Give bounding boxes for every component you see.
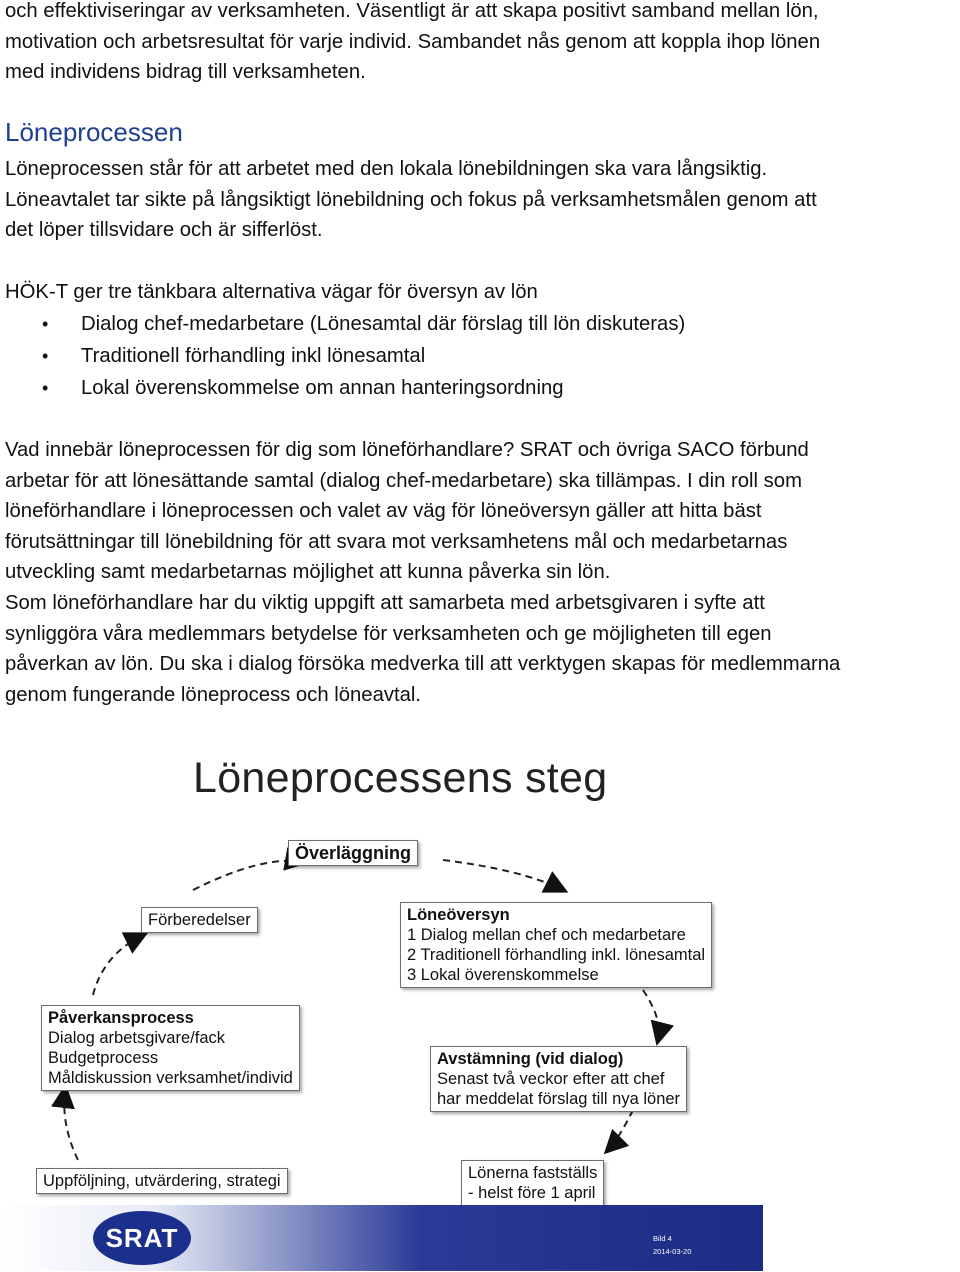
step-paverkansprocess <box>41 1005 300 1091</box>
closing-line: Vad innebär löneprocessen för dig som löneförhandlare? SRAT och övriga SACO förbund <box>5 439 809 461</box>
closing-line: utveckling samt medarbetarnas möjlighet att kunna påverka sin lön. <box>5 561 611 584</box>
bullet-icon: • <box>42 313 49 334</box>
step-title: Avstämning (vid dialog) <box>437 1050 624 1068</box>
intro-line: motivation och arbetsresultat för varje individ. Sambandet nås genom att koppla ihop lönen <box>5 30 821 53</box>
bullet-item <box>5 340 960 372</box>
section-line: det löper tillsvidare och är sifferlöst. <box>5 219 323 242</box>
section-line: Löneprocessen står för att arbetet med den lokala lönebildningen ska vara långsiktig. <box>5 158 768 180</box>
process-slide <box>3 740 763 1270</box>
cycle-arc-right-lower <box>608 1110 633 1150</box>
step-item: 2 Traditionell förhandling inkl. lönesamtal <box>407 946 706 964</box>
closing-line: förutsättningar till lönebildning för att svara mot verksamhetens mål och medarbetarnas <box>5 530 788 553</box>
cycle-arc-left-lower <box>64 1090 78 1160</box>
cycle-arc-left <box>93 935 143 995</box>
closing-line: arbetar för att lönesättande samtal (dialog chef-medarbetare) ska tillämpas. I din roll som <box>5 469 802 492</box>
bullet-icon: • <box>42 377 49 398</box>
footer-date: 2014-03-20 <box>653 1247 692 1256</box>
intro-line: med individens bidrag till verksamheten. <box>5 61 366 84</box>
closing-line: genom fungerande löneprocess och löneavtal. <box>5 683 422 706</box>
step-title: Påverkansprocess <box>48 1009 194 1027</box>
step-loneoversyn <box>400 902 712 988</box>
step-lonerna-faststalls <box>461 1160 604 1206</box>
hok-intro: HÖK-T ger tre tänkbara alternativa vägar för översyn av lön <box>5 281 538 303</box>
cycle-arc-top <box>193 861 303 890</box>
step-item: Dialog arbetsgivare/fack <box>48 1029 226 1047</box>
logo-text: SRAT <box>105 1222 179 1253</box>
footer-meta <box>653 1232 691 1258</box>
step-item: har meddelat förslag till nya löner <box>437 1090 681 1108</box>
closing-line: Som löneförhandlare har du viktig uppgift att samarbeta med arbetsgivaren i syfte att <box>5 591 765 614</box>
bullet-text: Lokal överenskommelse om annan hanteringsordning <box>81 376 564 399</box>
step-item: 1 Dialog mellan chef och medarbetare <box>407 926 686 944</box>
slide-title: Löneprocessens steg <box>193 754 608 802</box>
hok-section <box>5 277 960 404</box>
step-title: Löneöversyn <box>407 906 510 924</box>
bullet-icon: • <box>42 345 49 366</box>
cycle-arc-top-right <box>443 860 563 890</box>
intro-line: och effektiviseringar av verksamheten. Väsentligt är att skapa positivt samband mellan lön, <box>5 0 819 22</box>
intro-paragraph <box>5 0 960 88</box>
footer-page: Bild 4 <box>653 1234 672 1243</box>
section-paragraph <box>5 154 960 246</box>
step-item: Budgetprocess <box>48 1049 159 1067</box>
step-item: Senast två veckor efter att chef <box>437 1070 665 1088</box>
srat-logo <box>93 1211 191 1265</box>
step-overlaggning <box>288 840 418 866</box>
bullet-text: Traditionell förhandling inkl lönesamtal <box>81 344 426 367</box>
step-forberedelser <box>141 907 258 933</box>
closing-line: synliggöra våra medlemmars betydelse för verksamheten och ge möjligheten till egen <box>5 622 772 645</box>
step-item: Måldiskussion verksamhet/individ <box>48 1069 293 1087</box>
bullet-item <box>5 308 960 340</box>
step-label: Överläggning <box>295 843 412 863</box>
step-uppfoljning <box>36 1168 288 1194</box>
step-item: 3 Lokal överenskommelse <box>407 966 599 984</box>
step-line: Lönerna fastställs <box>468 1164 598 1182</box>
cycle-arc-right <box>643 990 659 1040</box>
closing-line: löneförhandlare i löneprocessen och valet av väg för löneöversyn gäller att hitta bäst <box>5 500 762 523</box>
step-label: Förberedelser <box>148 911 251 929</box>
step-line: - helst före 1 april <box>468 1184 596 1202</box>
bullet-list <box>5 308 960 404</box>
section-heading: Löneprocessen <box>5 117 183 147</box>
slide-footer <box>3 1205 763 1271</box>
bullet-text: Dialog chef-medarbetare (Lönesamtal där förslag till lön diskuteras) <box>81 312 686 335</box>
closing-paragraph <box>5 435 960 710</box>
step-label: Uppföljning, utvärdering, strategi <box>43 1172 281 1190</box>
step-avstamning <box>430 1046 687 1112</box>
bullet-item <box>5 372 960 404</box>
section-line: Löneavtalet tar sikte på långsiktigt lönebildning och fokus på verksamhetsmålen genom att <box>5 188 817 211</box>
closing-line: påverkan av lön. Du ska i dialog försöka medverka till att verktygen skapas för medlemmarna <box>5 653 841 676</box>
